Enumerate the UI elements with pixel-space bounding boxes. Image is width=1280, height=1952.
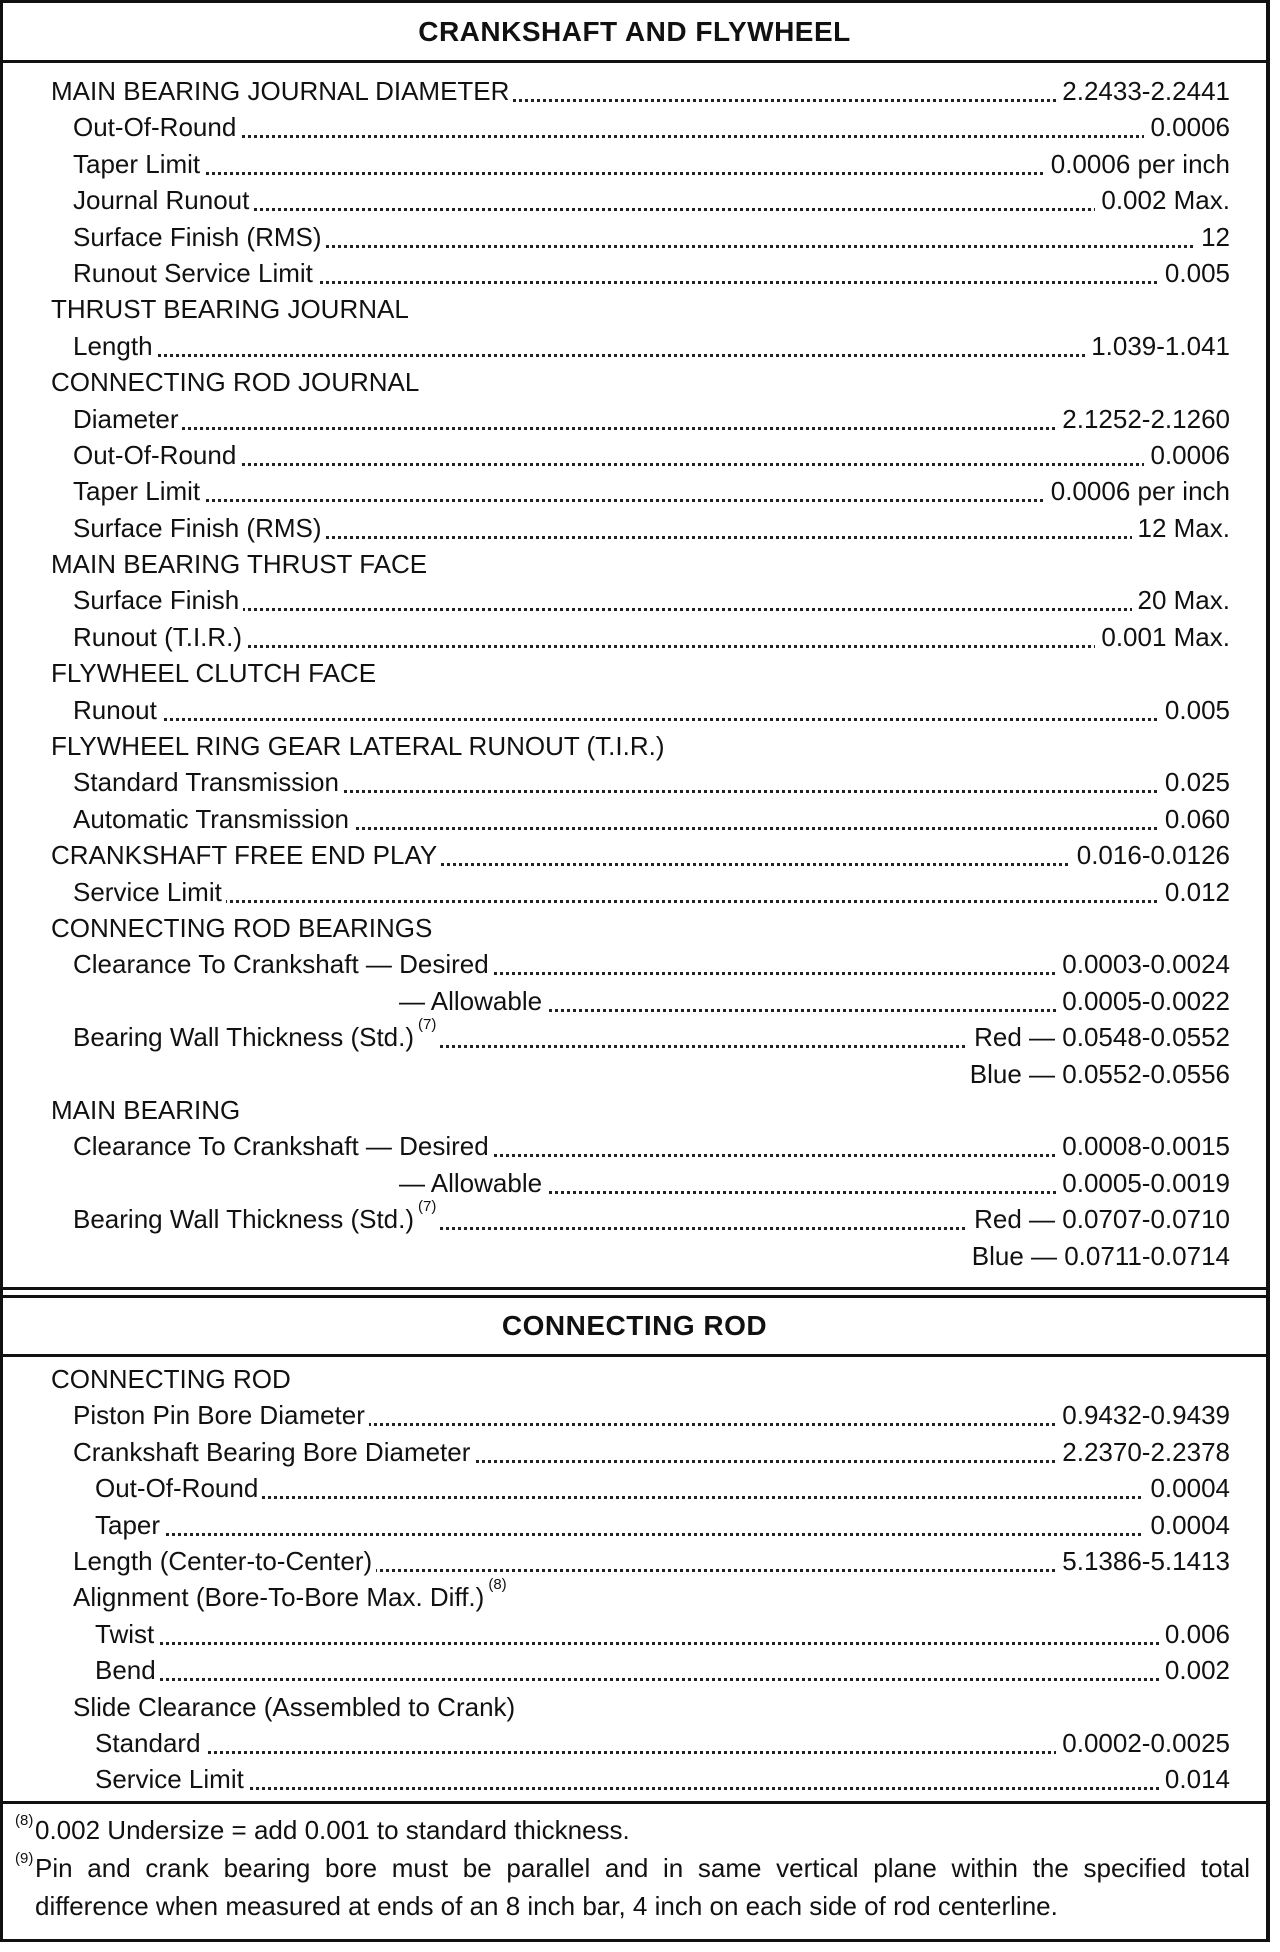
spec-value: Red — 0.0707-0.0710 xyxy=(968,1201,1230,1237)
spec-row xyxy=(3,946,1266,982)
spec-value: 0.014 xyxy=(1159,1761,1230,1797)
spec-value: Red — 0.0548-0.0552 xyxy=(968,1019,1230,1055)
leader-dots xyxy=(73,900,1230,903)
spec-row xyxy=(3,146,1266,182)
spec-row xyxy=(3,1725,1266,1761)
spec-row xyxy=(3,109,1266,145)
spec-label: Runout Service Limit xyxy=(73,255,317,291)
connecting-rod-section-title: CONNECTING ROD xyxy=(3,1295,1266,1357)
spec-row xyxy=(3,401,1266,437)
spec-label: Slide Clearance (Assembled to Crank) xyxy=(73,1689,519,1725)
spec-label: CONNECTING ROD BEARINGS xyxy=(51,910,436,946)
spec-label: Standard xyxy=(95,1725,205,1761)
spec-row xyxy=(3,1361,1266,1397)
spec-row xyxy=(3,910,1266,946)
spec-label: Surface Finish (RMS) xyxy=(73,510,326,546)
spec-row xyxy=(3,801,1266,837)
spec-row xyxy=(3,764,1266,800)
spec-row xyxy=(3,874,1266,910)
spec-row xyxy=(3,437,1266,473)
spec-label: Piston Pin Bore Diameter xyxy=(73,1397,369,1433)
crankshaft-spec-list xyxy=(3,73,1266,1274)
spec-label: Surface Finish (RMS) xyxy=(73,219,326,255)
spec-value: 0.016-0.0126 xyxy=(1071,837,1230,873)
footnotes xyxy=(3,1811,1266,1925)
spec-row xyxy=(3,1434,1266,1470)
footnote-mark: (9) xyxy=(15,1850,34,1867)
spec-label: Runout xyxy=(73,692,161,728)
spec-row xyxy=(3,1016,1266,1055)
leader-dots xyxy=(95,1787,1230,1790)
spec-label: Out-Of-Round xyxy=(73,437,240,473)
spec-label: FLYWHEEL RING GEAR LATERAL RUNOUT (T.I.R.) xyxy=(51,728,669,764)
spec-row xyxy=(3,328,1266,364)
section-divider xyxy=(3,1287,1266,1290)
footnote-text: 0.002 Undersize = add 0.001 to standard thickness. xyxy=(35,1815,630,1845)
leader-dots xyxy=(95,1642,1230,1645)
connecting-rod-spec-list xyxy=(3,1361,1266,1798)
spec-row xyxy=(3,364,1266,400)
spec-label: MAIN BEARING xyxy=(51,1092,244,1128)
spec-row xyxy=(3,1165,1266,1201)
spec-label: Out-Of-Round xyxy=(73,109,240,145)
spec-row xyxy=(3,1056,1266,1092)
spec-row xyxy=(3,728,1266,764)
spec-label: — Allowable xyxy=(399,983,546,1019)
spec-row xyxy=(3,1397,1266,1433)
spec-label: CRANKSHAFT FREE END PLAY xyxy=(51,837,441,873)
spec-value: 5.1386-5.1413 xyxy=(1056,1543,1230,1579)
leader-dots xyxy=(73,463,1230,466)
spec-value: Blue — 0.0552-0.0556 xyxy=(964,1056,1230,1092)
spec-row xyxy=(3,1576,1266,1615)
spec-row xyxy=(3,1507,1266,1543)
spec-value: 1.039-1.041 xyxy=(1085,328,1230,364)
spec-label: Journal Runout xyxy=(73,182,253,218)
spec-value: 0.001 Max. xyxy=(1095,619,1230,655)
crankshaft-section-title: CRANKSHAFT AND FLYWHEEL xyxy=(3,3,1266,63)
spec-label: Alignment (Bore-To-Bore Max. Diff.) $^{(8)}$ xyxy=(73,1579,511,1615)
spec-value: Blue — 0.0711-0.0714 xyxy=(966,1238,1230,1274)
spec-row xyxy=(3,291,1266,327)
spec-row xyxy=(3,1689,1266,1725)
spec-value: 0.0008-0.0015 xyxy=(1056,1128,1230,1164)
spec-label: Service Limit xyxy=(73,874,226,910)
spec-value: 0.0003-0.0024 xyxy=(1056,946,1230,982)
spec-row xyxy=(3,1198,1266,1237)
spec-row xyxy=(3,692,1266,728)
spec-label: THRUST BEARING JOURNAL xyxy=(51,291,413,327)
spec-value: 0.002 xyxy=(1159,1652,1230,1688)
spec-value: 0.0004 xyxy=(1144,1470,1230,1506)
spec-value: 0.005 xyxy=(1159,692,1230,728)
spec-value: 0.0005-0.0019 xyxy=(1056,1165,1230,1201)
spec-row xyxy=(3,582,1266,618)
spec-row xyxy=(3,1128,1266,1164)
spec-label: Bend xyxy=(95,1652,160,1688)
spec-value: 2.1252-2.1260 xyxy=(1056,401,1230,437)
footnote xyxy=(3,1811,1266,1849)
spec-value: 0.0002-0.0025 xyxy=(1056,1725,1230,1761)
spec-row xyxy=(3,255,1266,291)
spec-value: 0.0006 per inch xyxy=(1045,146,1230,182)
spec-row xyxy=(3,73,1266,109)
spec-value: 0.0006 per inch xyxy=(1045,473,1230,509)
spec-value: 0.002 Max. xyxy=(1095,182,1230,218)
leader-dots xyxy=(95,1496,1230,1499)
spec-value: 12 Max. xyxy=(1132,510,1231,546)
spec-row xyxy=(3,619,1266,655)
spec-row xyxy=(3,510,1266,546)
spec-row xyxy=(3,182,1266,218)
spec-value: 20 Max. xyxy=(1132,582,1231,618)
spec-row xyxy=(3,1652,1266,1688)
spec-label: Out-Of-Round xyxy=(95,1470,262,1506)
spec-value: 0.006 xyxy=(1159,1616,1230,1652)
spec-label: CONNECTING ROD JOURNAL xyxy=(51,364,423,400)
spec-row xyxy=(3,473,1266,509)
spec-label: Standard Transmission xyxy=(73,764,343,800)
footnote-text: Pin and crank bearing bore must be parallel and in same vertical plane within the specified total difference when measured at ends of an 8 inch bar, 4 inch on each side of rod centerline. xyxy=(35,1853,1250,1921)
spec-label: Taper Limit xyxy=(73,146,204,182)
spec-label: — Allowable xyxy=(399,1165,546,1201)
leader-dots xyxy=(95,1533,1230,1536)
spec-row xyxy=(3,1761,1266,1797)
leader-dots xyxy=(73,718,1230,721)
spec-value: 0.0006 xyxy=(1144,109,1230,145)
spec-value: 0.060 xyxy=(1159,801,1230,837)
spec-label: Twist xyxy=(95,1616,158,1652)
spec-label: Runout (T.I.R.) xyxy=(73,619,246,655)
footnote-ref: (8) xyxy=(488,1576,507,1594)
footnote-ref: (7) xyxy=(418,1198,437,1216)
spec-value: 0.0004 xyxy=(1144,1507,1230,1543)
spec-label: MAIN BEARING JOURNAL DIAMETER xyxy=(51,73,513,109)
spec-row xyxy=(3,1543,1266,1579)
spec-value: 2.2370-2.2378 xyxy=(1056,1434,1230,1470)
spec-value: 0.012 xyxy=(1159,874,1230,910)
spec-row xyxy=(3,546,1266,582)
spec-row xyxy=(3,983,1266,1019)
spec-label: Taper Limit xyxy=(73,473,204,509)
spec-value: 0.005 xyxy=(1159,255,1230,291)
spec-label: Bearing Wall Thickness (Std.) $^{(7)}$ xyxy=(73,1019,440,1055)
footnote-divider xyxy=(3,1801,1266,1804)
spec-label: Service Limit xyxy=(95,1761,248,1797)
spec-value: 2.2433-2.2441 xyxy=(1056,73,1230,109)
spec-label: Clearance To Crankshaft — Desired xyxy=(73,946,493,982)
spec-label: Taper xyxy=(95,1507,164,1543)
spec-value: 0.025 xyxy=(1159,764,1230,800)
spec-row xyxy=(3,1238,1266,1274)
leader-dots xyxy=(95,1678,1230,1681)
spec-label: Clearance To Crankshaft — Desired xyxy=(73,1128,493,1164)
spec-value: 0.0005-0.0022 xyxy=(1056,983,1230,1019)
spec-row xyxy=(3,837,1266,873)
spec-row xyxy=(3,1092,1266,1128)
spec-label: Crankshaft Bearing Bore Diameter xyxy=(73,1434,474,1470)
footnote-ref: (7) xyxy=(418,1016,437,1034)
spec-label: Bearing Wall Thickness (Std.) $^{(7)}$ xyxy=(73,1201,440,1237)
spec-row xyxy=(3,219,1266,255)
footnote-mark: (8) xyxy=(15,1812,34,1829)
footnote xyxy=(3,1849,1266,1925)
spec-label: MAIN BEARING THRUST FACE xyxy=(51,546,431,582)
spec-value: 0.0006 xyxy=(1144,437,1230,473)
spec-value: 12 xyxy=(1195,219,1230,255)
spec-row xyxy=(3,655,1266,691)
spec-row xyxy=(3,1616,1266,1652)
leader-dots xyxy=(73,645,1230,648)
spec-row xyxy=(3,1470,1266,1506)
spec-label: Surface Finish xyxy=(73,582,243,618)
spec-label: Diameter xyxy=(73,401,182,437)
leader-dots xyxy=(73,135,1230,138)
spec-value: 0.9432-0.9439 xyxy=(1056,1397,1230,1433)
spec-label: Length (Center-to-Center) xyxy=(73,1543,376,1579)
spec-label: CONNECTING ROD xyxy=(51,1361,295,1397)
leader-dots xyxy=(73,608,1230,611)
spec-label: Automatic Transmission xyxy=(73,801,353,837)
spec-label: FLYWHEEL CLUTCH FACE xyxy=(51,655,380,691)
leader-dots xyxy=(73,354,1230,357)
spec-label: Length xyxy=(73,328,157,364)
